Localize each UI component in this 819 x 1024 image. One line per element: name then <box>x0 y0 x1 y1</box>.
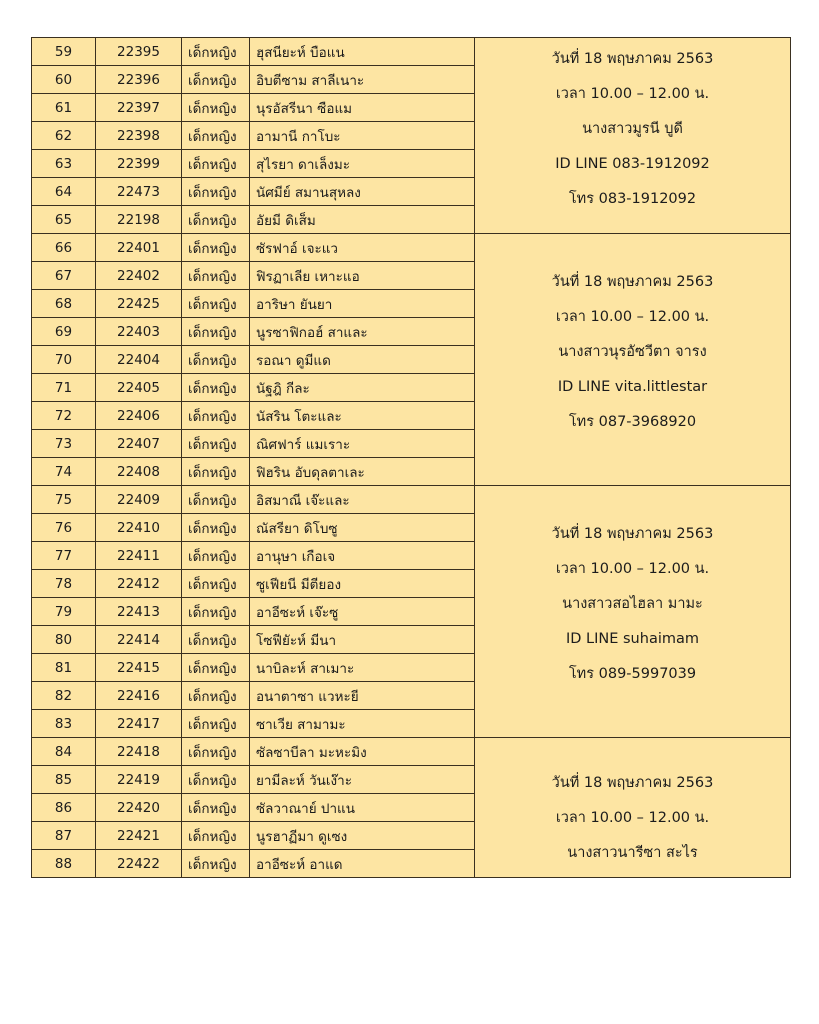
student-name: ซัรฟาอ์ เจะแว <box>250 234 475 262</box>
name-prefix: เด็กหญิง <box>182 234 250 262</box>
student-id: 22406 <box>96 402 182 430</box>
schedule-info-line: วันที่ 18 พฤษภาคม 2563 <box>551 775 714 791</box>
student-id: 22399 <box>96 150 182 178</box>
schedule-info-line: ID LINE vita.littlestar <box>557 379 708 395</box>
row-number: 82 <box>32 682 96 710</box>
schedule-info <box>475 738 790 871</box>
student-id: 22395 <box>96 38 182 66</box>
schedule-info-line: โทร 083-1912092 <box>568 191 697 207</box>
student-id: 22417 <box>96 710 182 738</box>
student-id: 22402 <box>96 262 182 290</box>
student-name: นัศมีย์ สมานสุหลง <box>250 178 475 206</box>
name-prefix: เด็กหญิง <box>182 850 250 878</box>
student-id: 22407 <box>96 430 182 458</box>
schedule-info-line: โทร 089-5997039 <box>568 666 697 682</box>
row-number: 61 <box>32 94 96 122</box>
schedule-info-line: วันที่ 18 พฤษภาคม 2563 <box>551 526 714 542</box>
student-name: ซูเฟียนี มีตียอง <box>250 570 475 598</box>
schedule-info-line: ID LINE 083-1912092 <box>555 156 710 172</box>
student-name: นูรฮาฏีมา ดูเซง <box>250 822 475 850</box>
name-prefix: เด็กหญิง <box>182 822 250 850</box>
student-id: 22396 <box>96 66 182 94</box>
schedule-info-line: ID LINE suhaimam <box>565 631 699 647</box>
student-id: 22398 <box>96 122 182 150</box>
table-body <box>32 38 791 878</box>
student-name: อาอีซะห์ เจ๊ะซู <box>250 598 475 626</box>
student-name: ยามีละห์ วันเง๊าะ <box>250 766 475 794</box>
student-name: ณิศฟาร์ แมเราะ <box>250 430 475 458</box>
schedule-info-line: นางสาวนารีซา สะไร <box>567 845 698 861</box>
student-name: อามานี กาโบะ <box>250 122 475 150</box>
name-prefix: เด็กหญิง <box>182 794 250 822</box>
student-name: ฮุสนียะห์ บือแน <box>250 38 475 66</box>
student-id: 22413 <box>96 598 182 626</box>
name-prefix: เด็กหญิง <box>182 542 250 570</box>
student-id: 22473 <box>96 178 182 206</box>
schedule-info-line: เวลา 10.00 – 12.00 น. <box>555 86 710 102</box>
row-number: 85 <box>32 766 96 794</box>
student-name: นัสริน โตะและ <box>250 402 475 430</box>
row-number: 73 <box>32 430 96 458</box>
name-prefix: เด็กหญิง <box>182 654 250 682</box>
student-name: อาริษา ยันยา <box>250 290 475 318</box>
name-prefix: เด็กหญิง <box>182 290 250 318</box>
student-id: 22420 <box>96 794 182 822</box>
name-prefix: เด็กหญิง <box>182 94 250 122</box>
row-number: 86 <box>32 794 96 822</box>
name-prefix: เด็กหญิง <box>182 570 250 598</box>
name-prefix: เด็กหญิง <box>182 122 250 150</box>
name-prefix: เด็กหญิง <box>182 458 250 486</box>
student-id: 22397 <box>96 94 182 122</box>
row-number: 74 <box>32 458 96 486</box>
schedule-info-cell <box>475 738 791 878</box>
student-id: 22422 <box>96 850 182 878</box>
row-number: 70 <box>32 346 96 374</box>
student-id: 22419 <box>96 766 182 794</box>
row-number: 72 <box>32 402 96 430</box>
name-prefix: เด็กหญิง <box>182 738 250 766</box>
schedule-info <box>475 486 790 692</box>
name-prefix: เด็กหญิง <box>182 150 250 178</box>
row-number: 65 <box>32 206 96 234</box>
row-number: 60 <box>32 66 96 94</box>
row-number: 62 <box>32 122 96 150</box>
student-id: 22404 <box>96 346 182 374</box>
student-name: อิสมาณี เจ๊ะและ <box>250 486 475 514</box>
row-number: 69 <box>32 318 96 346</box>
schedule-info-line: นางสาวสอไฮลา มามะ <box>562 596 703 612</box>
student-id: 22198 <box>96 206 182 234</box>
row-number: 68 <box>32 290 96 318</box>
row-number: 79 <box>32 598 96 626</box>
schedule-info <box>475 234 790 440</box>
schedule-info-cell <box>475 234 791 486</box>
student-id: 22403 <box>96 318 182 346</box>
student-name: รอณา ดูมีแด <box>250 346 475 374</box>
row-number: 80 <box>32 626 96 654</box>
schedule-info <box>475 38 790 217</box>
name-prefix: เด็กหญิง <box>182 486 250 514</box>
student-id: 22414 <box>96 626 182 654</box>
student-name: นาบิละห์ สาเมาะ <box>250 654 475 682</box>
name-prefix: เด็กหญิง <box>182 346 250 374</box>
student-id: 22411 <box>96 542 182 570</box>
student-schedule-table <box>31 37 791 878</box>
name-prefix: เด็กหญิง <box>182 318 250 346</box>
student-name: อัยมี ดิเส็ม <box>250 206 475 234</box>
row-number: 83 <box>32 710 96 738</box>
row-number: 64 <box>32 178 96 206</box>
student-id: 22416 <box>96 682 182 710</box>
name-prefix: เด็กหญิง <box>182 402 250 430</box>
row-number: 71 <box>32 374 96 402</box>
name-prefix: เด็กหญิง <box>182 430 250 458</box>
student-name: นูรซาฟิกอฮ์ สาและ <box>250 318 475 346</box>
schedule-info-line: นางสาวมูรนี บูดี <box>582 121 683 137</box>
table-row <box>32 38 791 66</box>
schedule-info-line: วันที่ 18 พฤษภาคม 2563 <box>551 51 714 67</box>
student-name: ฟิฮริน อับดุลตาเละ <box>250 458 475 486</box>
student-name: อาอีซะห์ อาแด <box>250 850 475 878</box>
student-name: สุไรยา ดาเล็งมะ <box>250 150 475 178</box>
row-number: 66 <box>32 234 96 262</box>
name-prefix: เด็กหญิง <box>182 374 250 402</box>
row-number: 88 <box>32 850 96 878</box>
student-name: ณัสรียา ดิโบซู <box>250 514 475 542</box>
student-id: 22415 <box>96 654 182 682</box>
name-prefix: เด็กหญิง <box>182 206 250 234</box>
student-id: 22405 <box>96 374 182 402</box>
student-id: 22410 <box>96 514 182 542</box>
student-id: 22408 <box>96 458 182 486</box>
row-number: 78 <box>32 570 96 598</box>
student-name: อนาตาซา แวหะยี <box>250 682 475 710</box>
name-prefix: เด็กหญิง <box>182 514 250 542</box>
row-number: 87 <box>32 822 96 850</box>
student-name: ซาเวีย สามามะ <box>250 710 475 738</box>
table-row <box>32 738 791 766</box>
student-name: โซฟียัะห์ มีนา <box>250 626 475 654</box>
name-prefix: เด็กหญิง <box>182 710 250 738</box>
student-id: 22409 <box>96 486 182 514</box>
schedule-info-line: เวลา 10.00 – 12.00 น. <box>555 309 710 325</box>
student-name: ซัลซาบีลา มะหะมิง <box>250 738 475 766</box>
name-prefix: เด็กหญิง <box>182 262 250 290</box>
student-name: นุรอัสรีนา ซือแม <box>250 94 475 122</box>
student-name: ฟิรฏาเลีย เหาะแอ <box>250 262 475 290</box>
row-number: 76 <box>32 514 96 542</box>
schedule-info-line: นางสาวนุรอัซวีตา จารง <box>558 344 707 360</box>
student-id: 22421 <box>96 822 182 850</box>
row-number: 84 <box>32 738 96 766</box>
student-id: 22418 <box>96 738 182 766</box>
student-id: 22401 <box>96 234 182 262</box>
row-number: 63 <box>32 150 96 178</box>
schedule-info-line: วันที่ 18 พฤษภาคม 2563 <box>551 274 714 290</box>
row-number: 81 <box>32 654 96 682</box>
schedule-info-line: เวลา 10.00 – 12.00 น. <box>555 810 710 826</box>
schedule-info-line: เวลา 10.00 – 12.00 น. <box>555 561 710 577</box>
student-name: นัฐฎิ กีละ <box>250 374 475 402</box>
student-name: ซัลวาณาย์ ปาแน <box>250 794 475 822</box>
name-prefix: เด็กหญิง <box>182 598 250 626</box>
student-id: 22412 <box>96 570 182 598</box>
name-prefix: เด็กหญิง <box>182 766 250 794</box>
table-row <box>32 234 791 262</box>
student-name: อานุษา เกือเจ <box>250 542 475 570</box>
name-prefix: เด็กหญิง <box>182 682 250 710</box>
name-prefix: เด็กหญิง <box>182 626 250 654</box>
row-number: 67 <box>32 262 96 290</box>
row-number: 77 <box>32 542 96 570</box>
name-prefix: เด็กหญิง <box>182 66 250 94</box>
student-name: อิบตีซาม สาลีเนาะ <box>250 66 475 94</box>
schedule-info-cell <box>475 38 791 234</box>
row-number: 59 <box>32 38 96 66</box>
table-row <box>32 486 791 514</box>
schedule-info-cell <box>475 486 791 738</box>
row-number: 75 <box>32 486 96 514</box>
student-id: 22425 <box>96 290 182 318</box>
schedule-info-line: โทร 087-3968920 <box>568 414 697 430</box>
name-prefix: เด็กหญิง <box>182 38 250 66</box>
name-prefix: เด็กหญิง <box>182 178 250 206</box>
